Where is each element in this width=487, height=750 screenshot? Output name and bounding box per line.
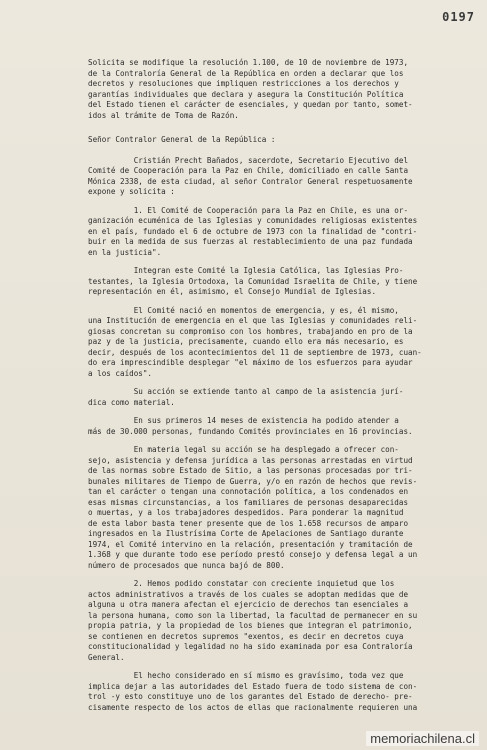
body-paragraph: Cristián Precht Bañados, sacerdote, Secretario Ejecutivo del Comité de Cooperación para la Paz en Chile, domiciliado en calle Santa Mónica 2338, de esta ciudad, al señor Contralor General respetuosamente expone y solicita : <box>88 155 413 196</box>
body-paragraph: 1. El Comité de Cooperación para la Paz en Chile, es una or- ganización ecuménica de las Iglesias y comunidades religiosas existentes en el país, fundado el 6 de octubre de 1973 con la finalidad de "contri- buir en la medida de sus fuerzas al restablecimiento de una paz fundada en la justicia". <box>88 205 418 257</box>
body-paragraph: 2. Hemos podido constatar con creciente inquietud que los actos administrativos a través de los cuales se adoptan medidas que de alguna u otra manera afectan el ejercicio de derechos tan esenciales a la persona humana, como son la libertad, la facultad de permanecer en su propia patria, y la propiedad de los bienes que integran el patrimonio, se contienen en decretos supremos "exentos, es decir en decretos cuya constitucionalidad y legalidad no ha sido examinada por esa Contraloría General. <box>88 579 418 662</box>
summary-paragraph: Solicita se modifique la resolución 1.100, de 10 de noviembre de 1973, de la Contraloría General de la República en orden a declarar que los decretos y resoluciones que impliquen restricciones a los derechos y garantías individuales que declara y asegura la Constitución Política del Estado tienen el carácter de esenciales, y quedan por tanto, somet- idos al trámite de Toma de Razón. <box>88 58 413 120</box>
body-paragraph: Su acción se extiende tanto al campo de la asistencia jurí- dica como material. <box>88 387 404 407</box>
document-body <box>88 58 456 721</box>
page-number-stamp: 0197 <box>442 10 475 24</box>
body-paragraph: El hecho considerado en sí mismo es gravísimo, toda vez que implica dejar a las autoridades del Estado fuera de todo sistema de con- trol -y esto constituye uno de los garantes del Estado de derecho- pre- cisamente respecto de los actos de ellas que racionalmente requieren una <box>88 671 418 712</box>
body-paragraph: El Comité nació en momentos de emergencia, y es, él mismo, una Institución de emergencia en el que las Iglesias y comunidades reli- giosas concretan su compromiso con los hombres, trabajando en pro de la paz y de la justicia, precisamente, cuando ello era más necesario, es decir, después de los acontecimientos del 11 de septiembre de 1973, cuan- do era imprescindible desplegar "el máximo de los esfuerzos para ayudar a los caídos". <box>88 305 422 378</box>
body-paragraph: En sus primeros 14 meses de existencia ha podido atender a más de 30.000 personas, fundando Comités provinciales en 16 provincias. <box>88 416 413 436</box>
salutation: Señor Contralor General de la República : <box>88 135 276 144</box>
body-paragraph: Integran este Comité la Iglesia Católica, las Iglesias Pro- testantes, la Iglesia Ortodoxa, la Comunidad Israelita de Chile, y tiene representación en él, asimismo, el Consejo Mundial de Iglesias. <box>88 266 418 296</box>
body-paragraph: En materia legal su acción se ha desplegado a ofrecer con- sejo, asistencia y defensa jurídica a las personas arrestadas en virtud de las normas sobre Estado de Sitio, a las personas procesadas por tri- bunales militares de Tiempo de Guerra, y/o en razón de hechos que revis- tan el carácter o tengan una connotación política, a los condenados en esas mismas circunstancias, a los familiares de personas desaparecidas o muertas, y a los trabajadores despedidos. Para ponderar la magnitud de esta labor basta tener presente que de los 1.658 recursos de amparo ingresados en la Ilustrísima Corte de Apelaciones de Santiago durante 1974, el Comité intervino en la relación, presentación y tramitación de 1.368 y que durante todo ese período prestó consejo y defensa legal a un número de procesados que nunca bajó de 800. <box>88 445 418 570</box>
source-watermark: memoriachilena.cl <box>366 731 479 746</box>
